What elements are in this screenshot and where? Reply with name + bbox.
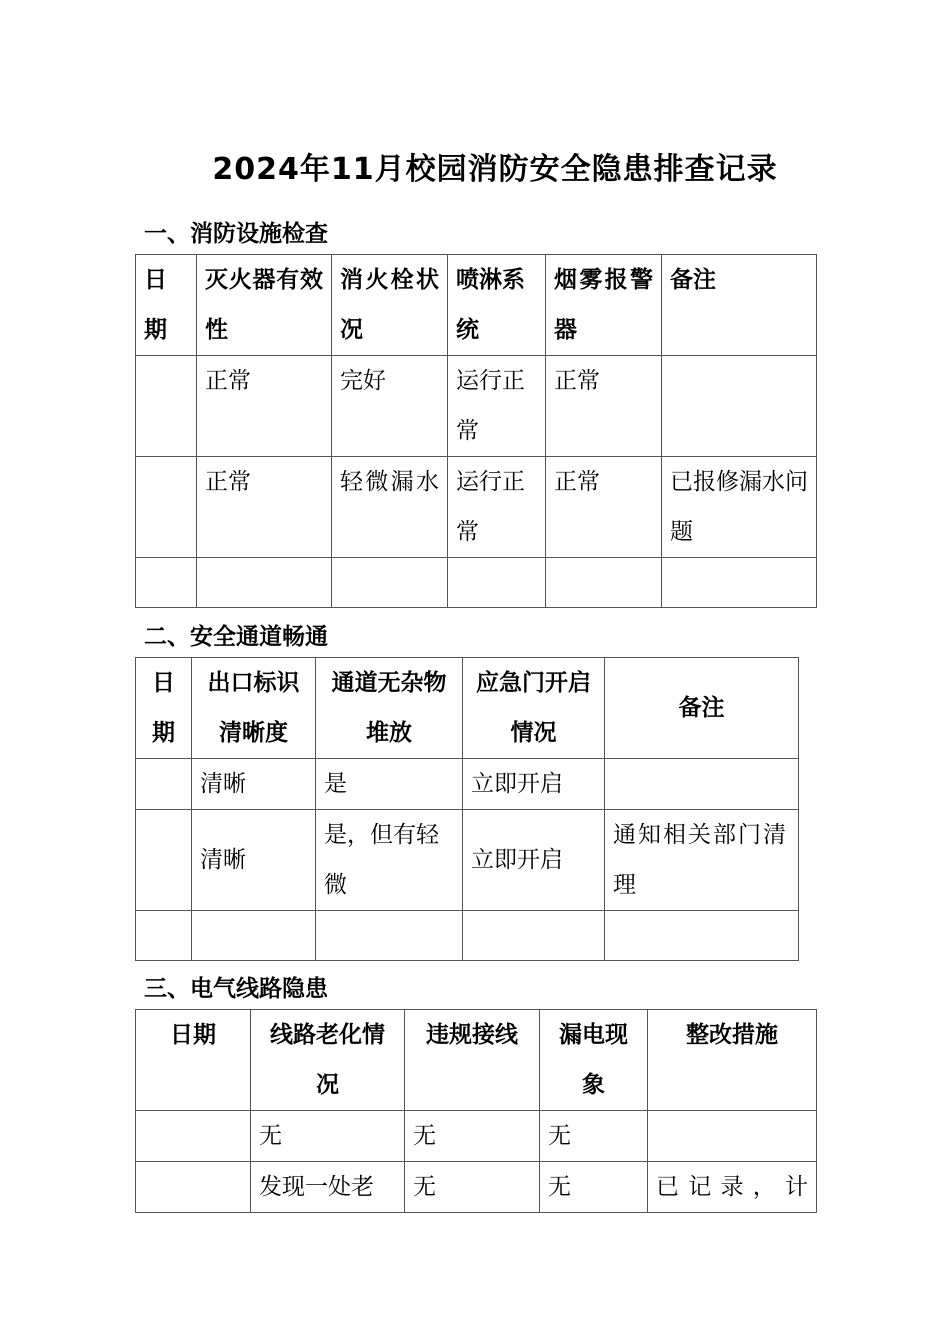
section-heading-electrical: 三、电气线路隐患 <box>144 976 328 1002</box>
cell-smoke-alarm <box>546 558 662 608</box>
table-row <box>136 457 817 558</box>
header-date: 日期 <box>136 1010 251 1111</box>
cell-sprinkler <box>448 558 546 608</box>
cell-sprinkler: 运行正常 <box>448 457 546 558</box>
header-date: 日期 <box>136 658 192 759</box>
cell-hydrant: 完好 <box>332 356 448 457</box>
cell-leakage: 无 <box>540 1111 648 1162</box>
cell-exit-sign <box>192 911 316 961</box>
table-row <box>136 759 799 810</box>
cell-smoke-alarm: 正常 <box>546 356 662 457</box>
cell-exit-sign: 清晰 <box>192 810 316 911</box>
header-date: 日期 <box>136 255 197 356</box>
table-row <box>136 1162 817 1213</box>
cell-no-clutter: 是 <box>316 759 463 810</box>
cell-rectification <box>648 1111 817 1162</box>
cell-hydrant <box>332 558 448 608</box>
cell-leakage: 无 <box>540 1162 648 1213</box>
cell-wire-aging: 发现一处老 <box>251 1162 405 1213</box>
cell-smoke-alarm: 正常 <box>546 457 662 558</box>
table-row <box>136 1111 817 1162</box>
cell-remarks: 已报修漏水问题 <box>662 457 817 558</box>
cell-emergency-door: 立即开启 <box>463 759 605 810</box>
cell-illegal-wiring: 无 <box>405 1111 540 1162</box>
page-title: 2024年11月校园消防安全隐患排查记录 <box>212 152 778 187</box>
header-extinguisher: 灭火器有效性 <box>197 255 332 356</box>
cell-remarks <box>605 759 799 810</box>
cell-emergency-door <box>463 911 605 961</box>
table-row <box>136 911 799 961</box>
header-wire-aging: 线路老化情况 <box>251 1010 405 1111</box>
cell-date <box>136 1111 251 1162</box>
cell-no-clutter <box>316 911 463 961</box>
header-sprinkler: 喷淋系统 <box>448 255 546 356</box>
cell-remarks <box>662 558 817 608</box>
table-row <box>136 810 799 911</box>
cell-hydrant: 轻微漏水 <box>332 457 448 558</box>
cell-illegal-wiring: 无 <box>405 1162 540 1213</box>
cell-date <box>136 356 197 457</box>
header-exit-sign: 出口标识清晰度 <box>192 658 316 759</box>
cell-extinguisher: 正常 <box>197 356 332 457</box>
header-remarks: 备注 <box>662 255 817 356</box>
header-no-clutter: 通道无杂物堆放 <box>316 658 463 759</box>
cell-date <box>136 1162 251 1213</box>
table-header-row <box>136 658 799 759</box>
section-heading-fire-facilities: 一、消防设施检查 <box>144 221 328 247</box>
table-row <box>136 356 817 457</box>
cell-date <box>136 810 192 911</box>
cell-remarks <box>605 911 799 961</box>
table-header-row <box>136 255 817 356</box>
cell-emergency-door: 立即开启 <box>463 810 605 911</box>
cell-date <box>136 911 192 961</box>
cell-wire-aging: 无 <box>251 1111 405 1162</box>
cell-sprinkler: 运行正常 <box>448 356 546 457</box>
header-rectification: 整改措施 <box>648 1010 817 1111</box>
cell-date <box>136 759 192 810</box>
cell-no-clutter: 是，但有轻微 <box>316 810 463 911</box>
section-heading-safety-passage: 二、安全通道畅通 <box>144 624 328 650</box>
cell-rectification: 已记录，计 <box>648 1162 817 1213</box>
header-smoke-alarm: 烟雾报警器 <box>546 255 662 356</box>
electrical-table <box>135 1009 817 1213</box>
table-header-row <box>136 1010 817 1111</box>
safety-passage-table <box>135 657 799 961</box>
header-emergency-door: 应急门开启情况 <box>463 658 605 759</box>
cell-extinguisher <box>197 558 332 608</box>
cell-exit-sign: 清晰 <box>192 759 316 810</box>
cell-date <box>136 457 197 558</box>
fire-facilities-table <box>135 254 817 608</box>
cell-remarks: 通知相关部门清理 <box>605 810 799 911</box>
header-illegal-wiring: 违规接线 <box>405 1010 540 1111</box>
header-leakage: 漏电现象 <box>540 1010 648 1111</box>
table-row <box>136 558 817 608</box>
cell-extinguisher: 正常 <box>197 457 332 558</box>
header-hydrant: 消火栓状况 <box>332 255 448 356</box>
cell-date <box>136 558 197 608</box>
cell-remarks <box>662 356 817 457</box>
header-remarks: 备注 <box>605 658 799 759</box>
